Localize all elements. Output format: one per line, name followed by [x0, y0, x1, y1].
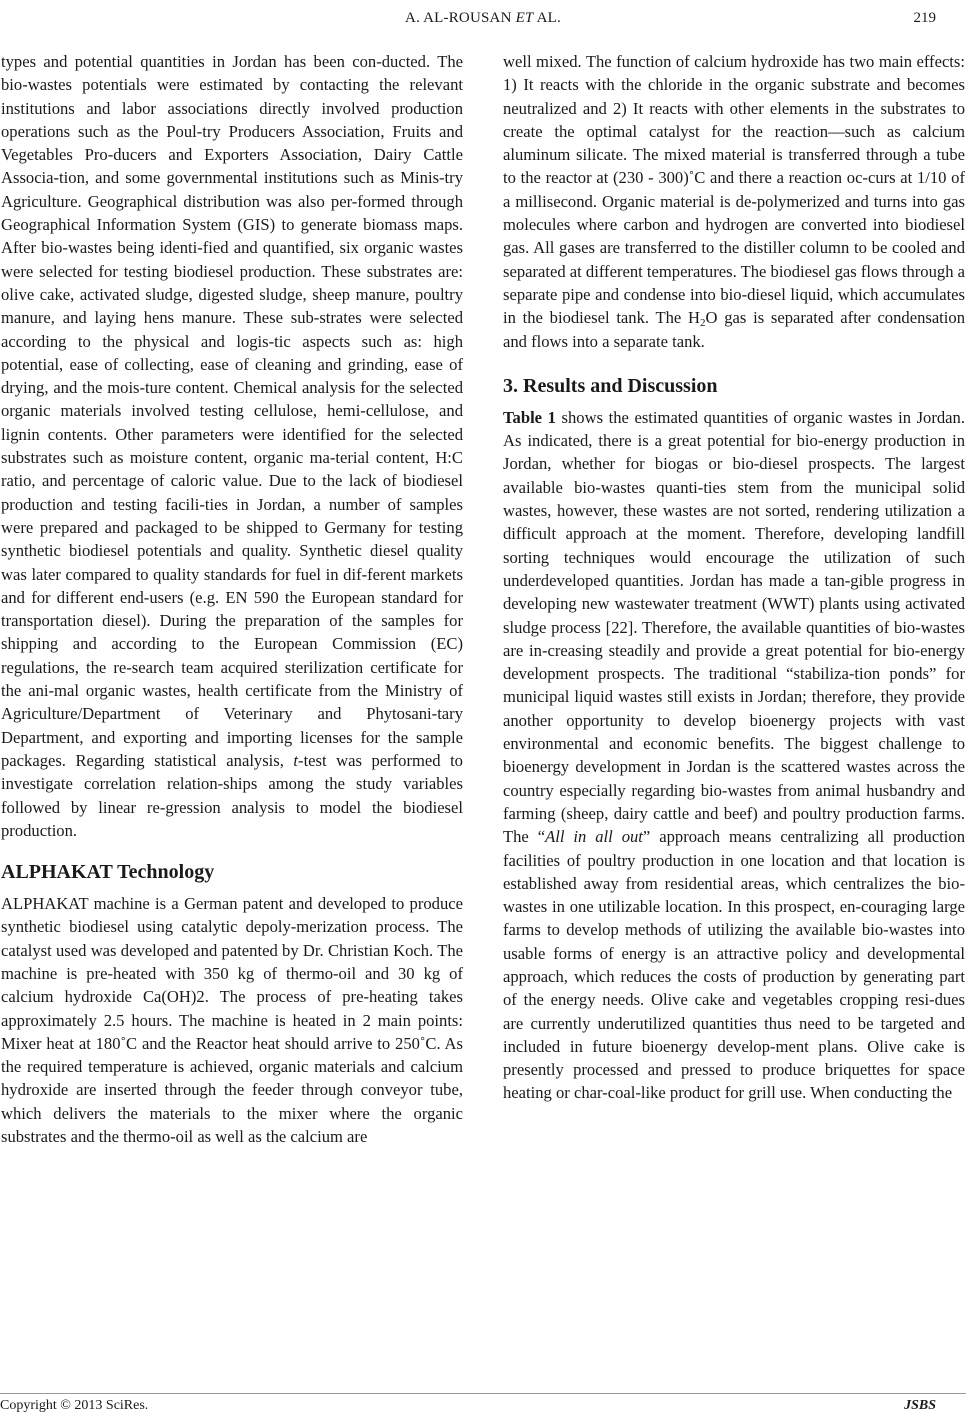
table-1-link[interactable]: Table 1: [503, 407, 556, 427]
section-heading-alphakat: ALPHAKAT Technology: [1, 861, 215, 884]
results-text-b: ” approach means centralizing all production facilities of poultry production in one location and that location is established away from residential areas, which centralizes the bio-wastes in one utilizable location. In this prospect, en-couraging large farms to develop methods of utilizing the available bio-wastes into usable forms of energy is an attractive policy and developmental approach, which reduces the costs of production by generating part of the energy needs. Olive cake and vegetables cropping resi-dues are currently underutilized quantities thus need to be targeted and included in future bioenergy develop-ment plans. Olive cake is presently processed and pressed to produce briquettes for space heating or char-coal-like product for grill use. When conducting the: [503, 827, 965, 1103]
results-text-a: shows the estimated quantities of organic wastes in Jordan. As indicated, there is a great potential for bio-energy production in Jordan, whether for biogas or bio-diesel prospects. The largest available bio-wastes quanti-ties stem from the municipal solid wastes, however, these wastes are not sorted, rendering utilization a difficult approach at the moment. Therefore, developing landfill sorting techniques would encourage the utilization of such underdeveloped quantities. Jordan has made a tan-gible progress in developing new wastewater treatment (WWT) plants using activated sludge process [22]. Therefore, the available quantities of bio-wastes are in-creasing steadily and provide a great potential for bio-energy development prospects. The traditional “stabiliza-tion ponds” for municipal liquid wastes still exists in Jordan; therefore, they provide another opportunity to develop bioenergy projects with vast environmental and economic benefits. The biggest challenge to bioenergy development in Jordan is the scattered wastes across the country especially regarding bio-wastes from animal husbandry and farming (sheep, dairy cattle and beef) and poultry production farms. The “: [503, 407, 965, 847]
page-number: 219: [913, 10, 936, 26]
process-text-b: O gas is separated after condensation and flows into a separate tank.: [503, 308, 966, 351]
section-heading-results: 3. Results and Discussion: [503, 374, 718, 397]
h2o-subscript: 2: [700, 317, 706, 330]
paragraph-alphakat: ALPHAKAT machine is a German patent and developed to produce synthetic biodiesel using catalytic depoly-merization process. The catalyst used was developed and patented by Dr. Christian Koch. The machine is pre-heated with 350 kg of thermo-oil and 30 kg of calcium hydroxide Ca(OH)2. The process of pre-heating takes approximately 2.5 hours. The machine is heated in 2 main points: Mixer heat at 180˚C and the Reactor heat should arrive to 250˚C. As the required temperature is achieved, organic materials and calcium hydroxide are inserted through the feeder through conveyor tube, which delivers the materials to the mixer where the organic substrates and the thermo-oil as well as the calcium are: [1, 894, 463, 1147]
all-in-all-out-italic: All in all out: [545, 827, 643, 847]
paragraph-results: [503, 406, 965, 1105]
running-head: [0, 10, 966, 27]
paragraph-process: [503, 50, 965, 353]
methods-text-b: -test was performed to investigate correlation relation-ships among the study variables followed by linear re-gression analysis to model the biodiesel production.: [1, 750, 463, 840]
left-column: [1, 50, 463, 1148]
right-column: [503, 50, 965, 1105]
running-head-et: ET: [515, 10, 534, 26]
process-text-a: well mixed. The function of calcium hydroxide has two main effects: 1) It reacts with the chloride in the organic substrate and becomes neutralized and 2) It reacts with other elements in the substrates to create the optimal catalyst for the reaction—such as calcium aluminum silicate. The mixed material is transferred through a tube to the reactor at (230 - 300)˚C and there a reaction oc-curs at 1/10 of a millisecond. Organic material is de-polymerized and turns into gas molecules where carbon and hydrogen are converted into biodiesel gas. All gases are transferred to the distiller column to be cooled and separated at different temperatures. The biodiesel gas flows through a separate pipe and condense into bio-diesel liquid, which accumulates in the biodiesel tank. The H: [503, 52, 966, 328]
footer-rule: [0, 1393, 966, 1394]
running-head-authors: A. AL-ROUSAN: [405, 10, 512, 26]
paragraph-methods: [1, 50, 463, 842]
running-head-al: AL.: [536, 10, 561, 26]
footer-journal: JSBS: [904, 1398, 936, 1413]
t-test-italic: t: [293, 750, 299, 770]
methods-text-a: types and potential quantities in Jordan has been con-ducted. The bio-wastes potentials were estimated by contacting the relevant institutions and labor associations directly involved production operations such as the Poul-try Producers Association, Fruits and Vegetables Pro-ducers and Exporters Association, Dairy Cattle Associa-tion, and some governmental institutions such as Minis-try Agriculture. Geographical distribution was also per-formed through Geographical Information System (GIS) to generate biomass maps. After bio-wastes being identi-fied and quantified, six organic wastes were selected for testing biodiesel production. These substrates are: olive cake, activated sludge, digested sludge, sheep manure, poultry manure, and laying hens manure. These sub-strates were selected according to the physical and logis-tic aspects such as: high potential, ease of collecting, ease of cleaning and grinding, ease of drying, and the mois-ture content. Chemical analysis for the selected organic materials involved testing cellulose, hemi-cellulose, and lignin contents. Other parameters were identified for the selected substrates such as moisture content, organic ma-terial content, H:C ratio, and percentage of caloric value. Due to the lack of biodiesel production and testing facili-ties in Jordan, a number of samples were prepared and packaged to be shipped to Germany for testing synthetic biodiesel potentials and quality. Synthetic diesel quality was later compared to quality standards for fuel in dif-ferent markets and for different end-users (e.g. EN 590 the European standard for transportation diesel). During the preparation of the samples for shipping and according to the European Commission (EC) regulations, the re-search team acquired sterilization certificate for the ani-mal organic wastes, health certificate from the Ministry of Agriculture/Department of Veterinary and Phytosani-tary Department, and exporting and importing licenses for the sample packages. Regarding statistical analysis,: [1, 52, 463, 770]
footer-copyright: Copyright © 2013 SciRes.: [0, 1398, 149, 1413]
